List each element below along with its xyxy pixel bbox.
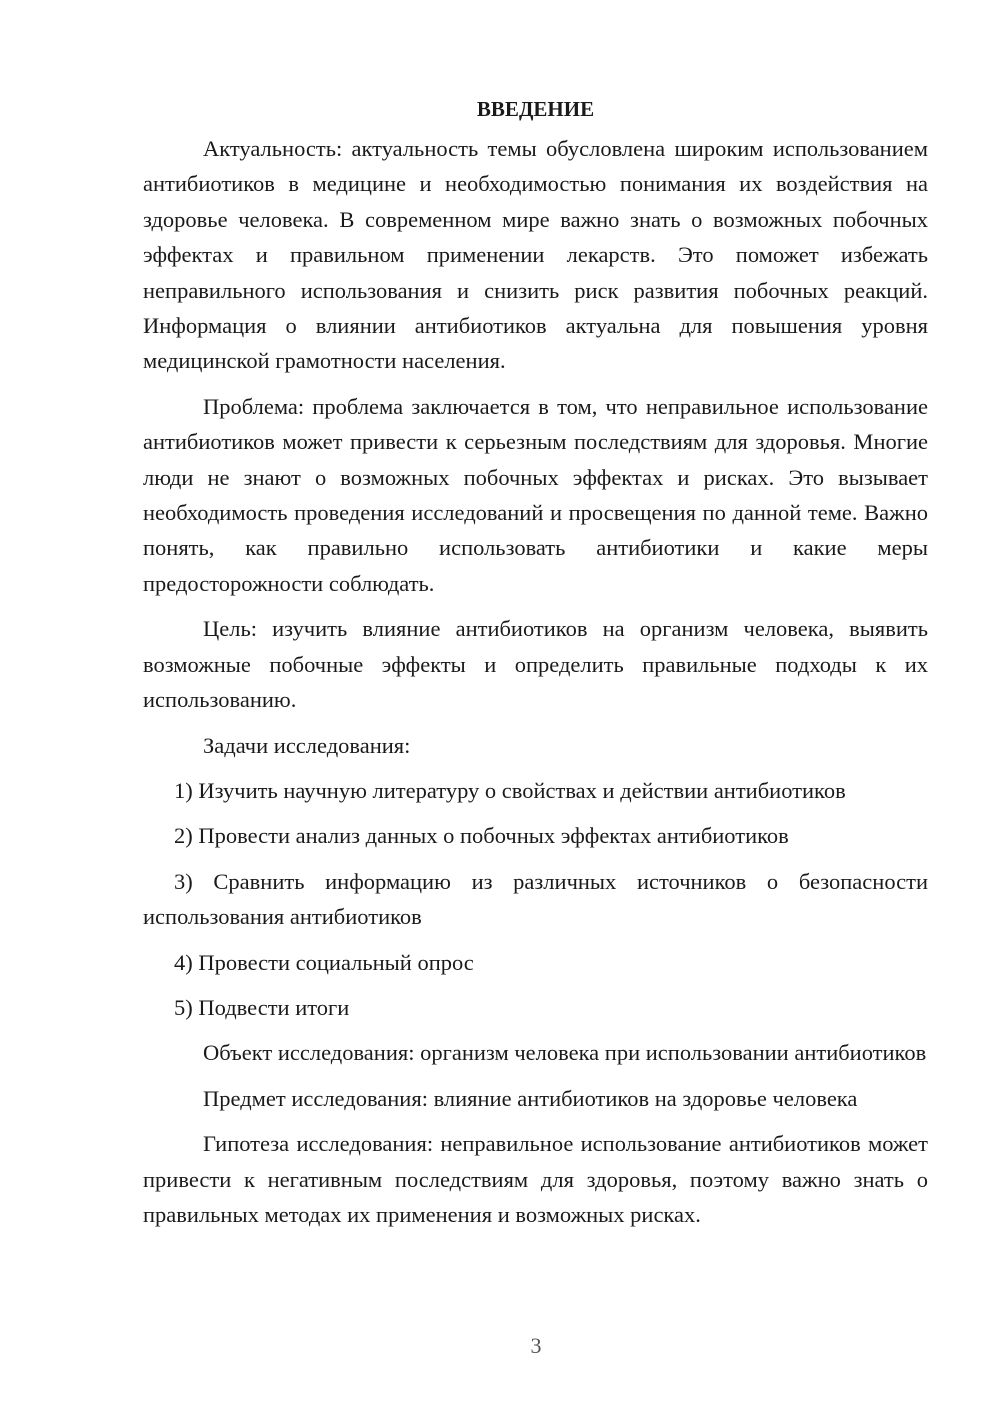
task-item-2: 2) Провести анализ данных о побочных эффектах антибиотиков	[174, 823, 789, 849]
tasks-heading: Задачи исследования:	[203, 732, 411, 758]
page-content	[143, 94, 928, 1242]
task-item-5: 5) Подвести итоги	[174, 994, 350, 1020]
subject-paragraph: Предмет исследования: влияние антибиотиков на здоровье человека	[203, 1085, 858, 1111]
relevance-paragraph: Актуальность: актуальность темы обусловлена широким использованием антибиотиков в медицине и необходимостью понимания их воздействия на здоровье человека. В современном мире важно знать о возможных побочных эффектах и правильном применении лекарств. Это поможет избежать неправильного использования и снизить риск развития побочных реакций. Информация о влиянии антибиотиков актуальна для повышения уровня медицинской грамотности населения.	[143, 136, 928, 374]
hypothesis-paragraph: Гипотеза исследования: неправильное использование антибиотиков может привести к негативным последствиям для здоровья, поэтому важно знать о правильных методах их применения и возможных рисках.	[143, 1131, 928, 1227]
task-item-4: 4) Провести социальный опрос	[174, 949, 474, 975]
goal-paragraph: Цель: изучить влияние антибиотиков на организм человека, выявить возможные побочные эффекты и определить правильные подходы к их использованию.	[143, 616, 928, 713]
section-title: ВВЕДЕНИЕ	[476, 97, 595, 121]
task-item-1: 1) Изучить научную литературу о свойствах и действии антибиотиков	[174, 777, 846, 803]
problem-paragraph: Проблема: проблема заключается в том, что неправильное использование антибиотиков может привести к серьезным последствиям для здоровья. Многие люди не знают о возможных побочных эффектах и рисках. Это вызывает необходимость проведения исследований и просвещения по данной теме. Важно понять, как правильно использовать антибиотики и какие меры предосторожности соблюдать.	[143, 393, 928, 596]
task-item-3: 3) Сравнить информацию из различных источников о безопасности использования антибиотиков	[143, 868, 928, 930]
object-paragraph: Объект исследования: организм человека при использовании антибиотиков	[203, 1040, 927, 1066]
page-number: 3	[530, 1333, 542, 1358]
